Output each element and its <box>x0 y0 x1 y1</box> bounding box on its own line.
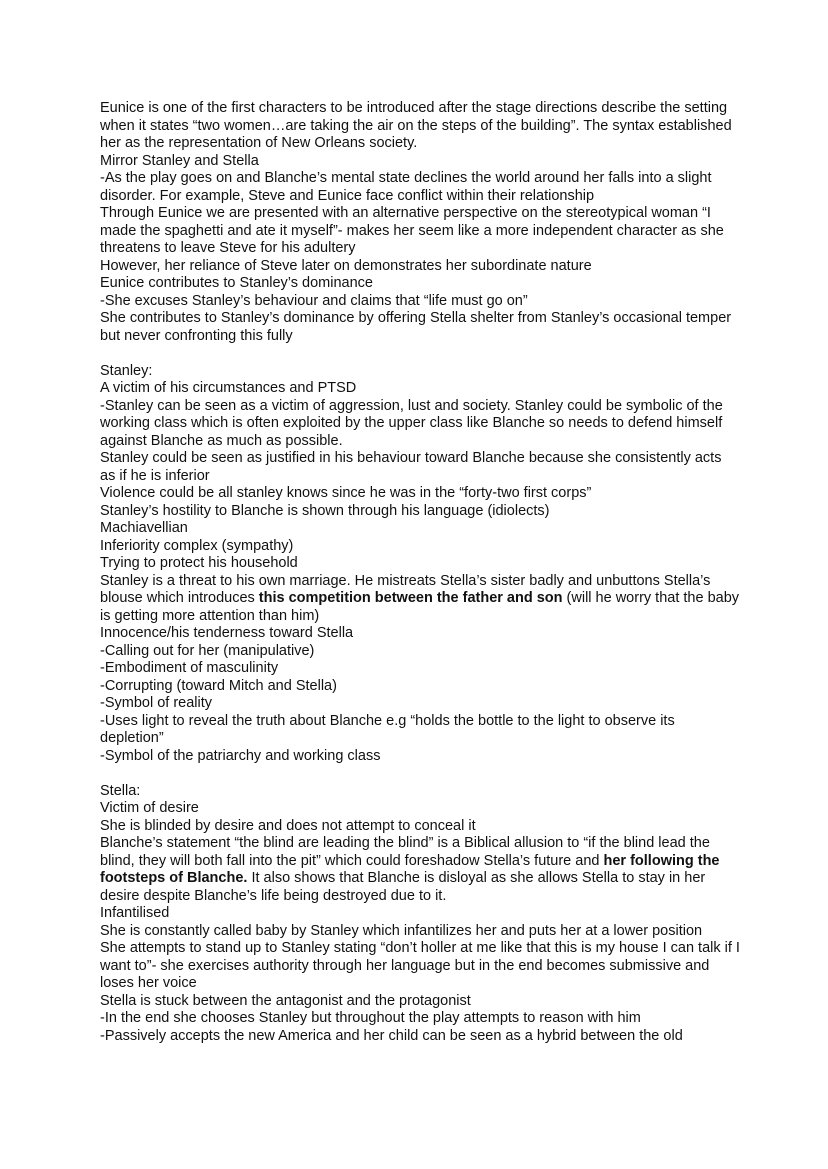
stanley-threat-emphasis: this competition between the father and son <box>258 590 563 606</box>
stanley-justified: Stanley could be seen as justified in his behaviour toward Blanche because she consistently acts as if he is inferior <box>100 450 722 484</box>
stella-allusion <box>100 835 740 905</box>
eunice-reliance: However, her reliance of Steve later on demonstrates her subordinate nature <box>100 257 592 274</box>
stanley-threat-text-end: (will he worry that the baby is getting more attention than him) <box>100 590 740 624</box>
stanley-hostility: Stanley’s hostility to Blanche is shown through his language (idiolects) <box>100 502 550 519</box>
stanley-protect: Trying to protect his household <box>100 555 298 571</box>
stanley-inferiority: Inferiority complex (sympathy) <box>100 537 294 554</box>
stanley-victim: -Stanley can be seen as a victim of aggression, lust and society. Stanley could be symbolic of the working class which is often exploited by the upper class like Blanche so needs to defend himself against Blanche as much as possible. <box>100 397 723 449</box>
stanley-threat-text: Stanley is a threat to his own marriage. He mistreats Stella’s sister badly and unbuttons Stella’s blouse which introduces <box>100 572 711 606</box>
eunice-intro: Eunice is one of the first characters to be introduced after the stage directions describe the setting when it states “two women…are taking the air on the steps of the building”. The syntax established her as the representation of New Orleans society. <box>100 100 732 151</box>
stella-stuck: Stella is stuck between the antagonist and the protagonist <box>100 992 471 1009</box>
eunice-perspective: Through Eunice we are presented with an alternative perspective on the stereotypical woman “I made the spaghetti and ate it myself”- makes her seem like a more independent character as she threatens to leave Steve for his adultery <box>100 205 724 256</box>
stella-desire-heading: Victim of desire <box>100 800 199 816</box>
stella-blinded: She is blinded by desire and does not attempt to conceal it <box>100 817 476 834</box>
eunice-decline: -As the play goes on and Blanche’s mental state declines the world around her falls into a slight disorder. For example, Steve and Eunice face conflict within their relationship <box>100 170 712 204</box>
stella-allusion-text: Blanche’s statement “the blind are leading the blind” is a Biblical allusion to “if the blind lead the blind, they will both fall into the pit” which could foreshadow Stella’s future and <box>100 835 710 869</box>
eunice-contributes-heading: Eunice contributes to Stanley’s dominance <box>100 275 373 291</box>
stanley-heading: Stanley: <box>100 362 153 379</box>
stanley-embodiment: -Embodiment of masculinity <box>100 660 279 676</box>
eunice-excuses: -She excuses Stanley’s behaviour and claims that “life must go on” <box>100 292 528 309</box>
stanley-reality: -Symbol of reality <box>100 695 213 711</box>
eunice-mirror: Mirror Stanley and Stella <box>100 152 259 169</box>
stanley-light: -Uses light to reveal the truth about Blanche e.g “holds the bottle to the light to observe its depletion” <box>100 712 675 746</box>
stella-passively: -Passively accepts the new America and her child can be seen as a hybrid between the old <box>100 1027 683 1044</box>
stanley-victim-heading: A victim of his circumstances and PTSD <box>100 380 357 396</box>
stanley-violence: Violence could be all stanley knows since he was in the “forty-two first corps” <box>100 485 592 501</box>
stanley-innocence: Innocence/his tenderness toward Stella <box>100 625 354 641</box>
section-spacer <box>100 765 740 783</box>
section-spacer <box>100 345 740 363</box>
stella-allusion-emphasis: her following the footsteps of Blanche. <box>100 852 720 886</box>
stanley-corrupting: -Corrupting (toward Mitch and Stella) <box>100 677 337 694</box>
stella-heading: Stella: <box>100 782 141 799</box>
stella-chooses: -In the end she chooses Stanley but throughout the play attempts to reason with him <box>100 1010 641 1026</box>
eunice-shelter: She contributes to Stanley’s dominance by offering Stella shelter from Stanley’s occasional temper but never confronting this fully <box>100 310 732 344</box>
stella-stand-up: She attempts to stand up to Stanley stating “don’t holler at me like that this is my house I can talk if I want to”- she exercises authority through her language but in the end becomes submissive and loses her voice <box>100 940 740 991</box>
stella-infantilised: Infantilised <box>100 905 170 921</box>
document-page <box>100 100 740 1045</box>
stanley-calling: -Calling out for her (manipulative) <box>100 642 315 659</box>
stella-allusion-text-end: It also shows that Blanche is disloyal as she allows Stella to stay in her desire despite Blanche’s life being destroyed due to it. <box>100 870 706 904</box>
stanley-patriarchy: -Symbol of the patriarchy and working class <box>100 747 381 764</box>
stella-baby: She is constantly called baby by Stanley which infantilizes her and puts her at a lower position <box>100 922 703 939</box>
stanley-threat <box>100 573 740 626</box>
stanley-machiavellian: Machiavellian <box>100 520 188 536</box>
